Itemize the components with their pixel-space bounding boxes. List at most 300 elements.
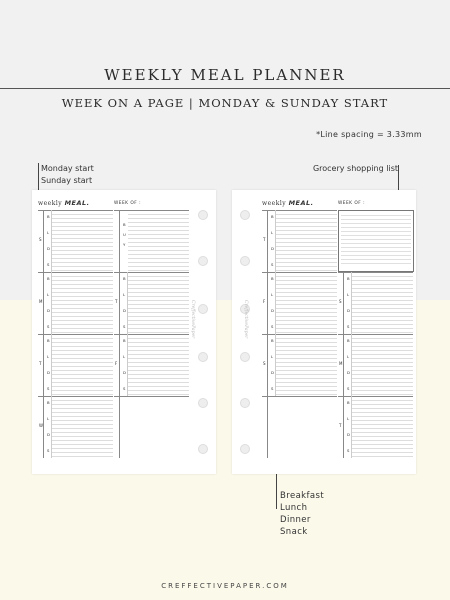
day-letter: S (339, 299, 342, 304)
ruled-line (128, 308, 189, 309)
ruled-line (52, 266, 113, 267)
meal-letter: B (123, 338, 126, 343)
ruled-line (52, 456, 113, 457)
ruled-line (276, 358, 337, 359)
block-divider (338, 272, 413, 273)
ruled-line (352, 408, 413, 409)
ruled-line (128, 270, 189, 271)
ruled-line (128, 304, 189, 305)
planner-title-bold: MEAL. (288, 199, 314, 207)
ruled-line (52, 390, 113, 391)
meal-separator (127, 272, 128, 334)
ruled-line (352, 444, 413, 445)
meal-letter: D (347, 432, 350, 437)
ruled-line (52, 452, 113, 453)
ruled-line (276, 296, 337, 297)
ruled-line (52, 242, 113, 243)
meal-letter: S (47, 262, 50, 267)
ruled-line (128, 320, 189, 321)
planner-title-light: weekly (38, 200, 65, 207)
meal-letter: L (123, 292, 126, 297)
ruled-line (276, 350, 337, 351)
meal-separator (51, 334, 52, 396)
grocery-ruled-line (341, 235, 411, 236)
grocery-ruled-line (341, 259, 411, 260)
meal-separator (51, 210, 52, 272)
ruled-line (52, 366, 113, 367)
ruled-line (52, 350, 113, 351)
ruled-line (128, 230, 189, 231)
brand-watermark: CreffectivePaper (243, 300, 248, 339)
meal-letter: L (47, 292, 50, 297)
meal-letter: D (47, 246, 50, 251)
ruled-line (276, 362, 337, 363)
grocery-ruled-line (341, 251, 411, 252)
grocery-ruled-line (341, 219, 411, 220)
binder-hole (198, 398, 208, 408)
ruled-line (128, 390, 189, 391)
grocery-ruled-line (341, 215, 411, 216)
monday-start-label: Monday start (41, 164, 94, 173)
block-divider (114, 334, 189, 335)
meal-letter: L (47, 230, 50, 235)
ruled-line (52, 284, 113, 285)
ruled-line (52, 408, 113, 409)
ruled-line (352, 378, 413, 379)
ruled-line (52, 432, 113, 433)
line-spacing-note: *Line spacing = 3.33mm (316, 130, 422, 139)
ruled-line (52, 412, 113, 413)
ruled-line (52, 332, 113, 333)
meal-letter: B (347, 338, 350, 343)
meal-letter: L (271, 292, 274, 297)
ruled-line (276, 292, 337, 293)
grocery-callout: Grocery shopping list (312, 164, 398, 173)
ruled-line (352, 390, 413, 391)
title-divider (0, 88, 450, 89)
ruled-line (128, 266, 189, 267)
block-divider (262, 334, 337, 335)
ruled-line (352, 404, 413, 405)
ruled-line (276, 254, 337, 255)
ruled-line (352, 456, 413, 457)
ruled-line (52, 250, 113, 251)
day-letter: M (39, 299, 43, 304)
ruled-line (128, 262, 189, 263)
ruled-line (276, 354, 337, 355)
ruled-line (128, 358, 189, 359)
ruled-line (52, 448, 113, 449)
ruled-line (52, 258, 113, 259)
ruled-line (276, 246, 337, 247)
grocery-ruled-line (341, 247, 411, 248)
ruled-line (52, 354, 113, 355)
ruled-line (52, 254, 113, 255)
week-of-label: WEEK OF : (338, 201, 366, 206)
ruled-line (352, 412, 413, 413)
breakfast-label: Breakfast (280, 491, 325, 501)
ruled-line (128, 316, 189, 317)
ruled-line (352, 316, 413, 317)
block-divider (38, 396, 113, 397)
ruled-line (276, 366, 337, 367)
grocery-ruled-line (341, 227, 411, 228)
ruled-line (276, 288, 337, 289)
block-divider (114, 396, 189, 397)
meal-letter: S (47, 386, 50, 391)
ruled-line (128, 342, 189, 343)
ruled-line (128, 242, 189, 243)
meal-letter: S (47, 448, 50, 453)
meal-letter: L (347, 292, 350, 297)
meal-letter: S (347, 448, 350, 453)
ruled-line (128, 222, 189, 223)
sunday-start-label: Sunday start (41, 176, 93, 185)
ruled-line (52, 276, 113, 277)
binder-hole (198, 444, 208, 454)
ruled-line (52, 358, 113, 359)
ruled-line (352, 284, 413, 285)
binder-hole (198, 210, 208, 220)
planner-title (262, 199, 314, 207)
meal-letter: S (123, 324, 126, 329)
ruled-line (52, 444, 113, 445)
ruled-line (276, 262, 337, 263)
meal-letter: B (271, 214, 274, 219)
meal-letter: B (271, 338, 274, 343)
start-callout-line (38, 163, 39, 193)
ruled-line (276, 230, 337, 231)
block-divider (262, 210, 337, 211)
meal-separator (351, 396, 352, 458)
ruled-line (352, 276, 413, 277)
ruled-line (128, 276, 189, 277)
planner-title-light: weekly (262, 200, 289, 207)
ruled-line (352, 370, 413, 371)
ruled-line (352, 436, 413, 437)
ruled-line (128, 292, 189, 293)
ruled-line (276, 346, 337, 347)
block-divider (338, 334, 413, 335)
meal-letter: L (271, 354, 274, 359)
ruled-line (52, 386, 113, 387)
meal-letter: B (47, 214, 50, 219)
ruled-line (52, 238, 113, 239)
start-options-callout (41, 163, 94, 187)
day-letter: T (339, 423, 342, 428)
ruled-line (352, 400, 413, 401)
grocery-letter: U (123, 232, 126, 237)
meal-letter: S (347, 386, 350, 391)
meal-separator (51, 272, 52, 334)
ruled-line (128, 226, 189, 227)
grocery-ruled-line (341, 239, 411, 240)
meal-letter: L (123, 354, 126, 359)
ruled-line (352, 354, 413, 355)
ruled-line (276, 332, 337, 333)
website-footer: CREFFECTIVEPAPER.COM (161, 582, 289, 590)
day-letter: W (39, 423, 43, 428)
day-letter: T (115, 299, 118, 304)
meal-separator (351, 272, 352, 334)
grocery-ruled-line (341, 263, 411, 264)
binder-hole (198, 256, 208, 266)
ruled-line (352, 346, 413, 347)
ruled-line (352, 452, 413, 453)
meal-letter: S (347, 324, 350, 329)
meal-separator (275, 272, 276, 334)
ruled-line (128, 258, 189, 259)
ruled-line (352, 320, 413, 321)
grocery-list-box (338, 210, 414, 272)
ruled-line (276, 328, 337, 329)
ruled-line (52, 440, 113, 441)
ruled-line (52, 346, 113, 347)
ruled-line (352, 424, 413, 425)
ruled-line (276, 222, 337, 223)
ruled-line (276, 214, 337, 215)
meal-letter: D (47, 432, 50, 437)
meal-letter: D (347, 370, 350, 375)
ruled-line (52, 370, 113, 371)
day-letter: M (339, 361, 343, 366)
ruled-line (352, 394, 413, 395)
ruled-line (276, 250, 337, 251)
meal-letter: L (347, 354, 350, 359)
meal-letter: B (47, 400, 50, 405)
meal-letter: D (271, 246, 274, 251)
meal-letter: D (347, 308, 350, 313)
ruled-line (276, 270, 337, 271)
ruled-line (276, 320, 337, 321)
ruled-line (52, 296, 113, 297)
meal-letter: B (47, 338, 50, 343)
ruled-line (52, 362, 113, 363)
meal-letter: D (47, 370, 50, 375)
ruled-line (52, 328, 113, 329)
ruled-line (276, 386, 337, 387)
ruled-line (52, 374, 113, 375)
planner-title (38, 199, 90, 207)
brand-watermark: CreffectivePaper (190, 300, 195, 339)
ruled-line (276, 300, 337, 301)
ruled-line (128, 296, 189, 297)
ruled-line (276, 308, 337, 309)
ruled-line (128, 362, 189, 363)
ruled-line (128, 366, 189, 367)
grocery-ruled-line (341, 223, 411, 224)
ruled-line (52, 338, 113, 339)
ruled-line (128, 288, 189, 289)
ruled-line (52, 270, 113, 271)
ruled-line (128, 254, 189, 255)
ruled-line (352, 342, 413, 343)
ruled-line (52, 400, 113, 401)
day-letter: F (263, 299, 266, 304)
ruled-line (352, 288, 413, 289)
ruled-line (352, 382, 413, 383)
ruled-line (276, 370, 337, 371)
meal-letter: S (271, 262, 274, 267)
meal-letter: S (271, 324, 274, 329)
meal-letter: B (271, 276, 274, 281)
ruled-line (276, 226, 337, 227)
ruled-line (128, 374, 189, 375)
ruled-line (128, 382, 189, 383)
ruled-line (52, 316, 113, 317)
ruled-line (128, 312, 189, 313)
ruled-line (128, 386, 189, 387)
ruled-line (128, 328, 189, 329)
ruled-line (52, 382, 113, 383)
ruled-line (128, 218, 189, 219)
page-subtitle: WEEK ON A PAGE | MONDAY & SUNDAY START (61, 96, 389, 110)
ruled-line (52, 292, 113, 293)
ruled-line (276, 284, 337, 285)
ruled-line (128, 238, 189, 239)
day-letter: S (39, 237, 42, 242)
meal-letter: D (123, 370, 126, 375)
ruled-line (128, 394, 189, 395)
ruled-line (276, 258, 337, 259)
binder-hole (240, 444, 250, 454)
ruled-line (276, 276, 337, 277)
ruled-line (52, 226, 113, 227)
binder-hole (240, 256, 250, 266)
ruled-line (352, 280, 413, 281)
day-letter: T (39, 361, 42, 366)
ruled-line (276, 378, 337, 379)
meal-letter: D (271, 370, 274, 375)
meal-letter: S (271, 386, 274, 391)
ruled-line (128, 214, 189, 215)
grocery-ruled-line (341, 231, 411, 232)
ruled-line (52, 312, 113, 313)
ruled-line (52, 342, 113, 343)
ruled-line (276, 316, 337, 317)
meal-separator (51, 396, 52, 458)
ruled-line (352, 440, 413, 441)
ruled-line (352, 324, 413, 325)
ruled-line (52, 280, 113, 281)
ruled-line (128, 350, 189, 351)
ruled-line (128, 284, 189, 285)
ruled-line (276, 374, 337, 375)
ruled-line (276, 242, 337, 243)
ruled-line (352, 448, 413, 449)
ruled-line (52, 304, 113, 305)
ruled-line (276, 324, 337, 325)
lunch-label: Lunch (280, 503, 308, 513)
ruled-line (128, 370, 189, 371)
page-title: WEEKLY MEAL PLANNER (104, 66, 346, 84)
ruled-line (352, 332, 413, 333)
ruled-line (52, 436, 113, 437)
block-divider (262, 396, 337, 397)
day-letter: F (115, 361, 118, 366)
ruled-line (52, 300, 113, 301)
ruled-line (352, 338, 413, 339)
ruled-line (52, 428, 113, 429)
binder-hole (198, 352, 208, 362)
binder-hole (240, 210, 250, 220)
ruled-line (52, 420, 113, 421)
ruled-line (52, 404, 113, 405)
ruled-line (352, 432, 413, 433)
dinner-label: Dinner (280, 515, 311, 525)
ruled-line (352, 312, 413, 313)
ruled-line (276, 238, 337, 239)
meal-letter: B (347, 400, 350, 405)
week-of-label: WEEK OF : (114, 201, 142, 206)
ruled-line (128, 246, 189, 247)
ruled-line (352, 374, 413, 375)
grocery-ruled-line (341, 255, 411, 256)
meal-letter: S (47, 324, 50, 329)
meal-letter: B (47, 276, 50, 281)
day-letter: S (263, 361, 266, 366)
ruled-line (52, 394, 113, 395)
ruled-line (128, 378, 189, 379)
ruled-line (128, 338, 189, 339)
ruled-line (352, 420, 413, 421)
meal-separator (275, 210, 276, 272)
ruled-line (52, 234, 113, 235)
ruled-line (276, 304, 337, 305)
ruled-line (276, 394, 337, 395)
binder-hole (240, 352, 250, 362)
meal-letter: L (47, 354, 50, 359)
meal-letter: D (123, 308, 126, 313)
ruled-line (352, 358, 413, 359)
planner-title-bold: MEAL. (64, 199, 90, 207)
meal-letter: B (123, 276, 126, 281)
ruled-line (352, 386, 413, 387)
day-letter: T (263, 237, 266, 242)
grocery-letter: Y (123, 242, 126, 247)
ruled-line (128, 234, 189, 235)
block-divider (262, 272, 337, 273)
meal-letter: S (123, 386, 126, 391)
ruled-line (276, 218, 337, 219)
meal-separator (351, 334, 352, 396)
ruled-line (352, 300, 413, 301)
grocery-ruled-line (341, 243, 411, 244)
meals-callout (280, 490, 324, 538)
ruled-line (352, 350, 413, 351)
meal-separator (275, 334, 276, 396)
meal-separator (127, 334, 128, 396)
planner-page-sunday-start (232, 190, 416, 474)
ruled-line (352, 428, 413, 429)
ruled-line (52, 222, 113, 223)
ruled-line (128, 280, 189, 281)
block-divider (114, 272, 189, 273)
ruled-line (128, 300, 189, 301)
meal-letter: L (347, 416, 350, 421)
snack-label: Snack (280, 527, 308, 537)
block-divider (114, 210, 189, 211)
ruled-line (352, 304, 413, 305)
ruled-line (352, 366, 413, 367)
ruled-line (52, 262, 113, 263)
meal-letter: D (47, 308, 50, 313)
block-divider (338, 396, 413, 397)
ruled-line (52, 230, 113, 231)
ruled-line (352, 296, 413, 297)
ruled-line (128, 332, 189, 333)
block-divider (38, 334, 113, 335)
